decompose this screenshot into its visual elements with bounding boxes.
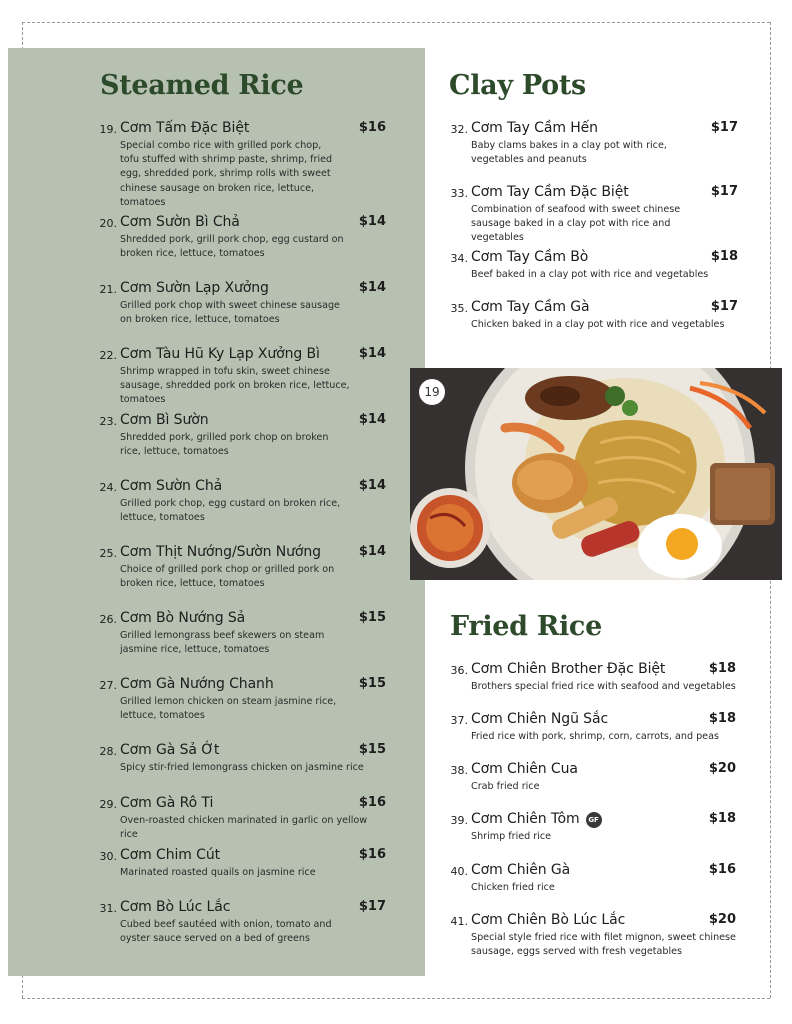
item-name: Cơm Chiên Bò Lúc Lắc <box>471 912 626 928</box>
item-price: $17 <box>710 299 738 314</box>
item-name: Cơm Chim Cút <box>120 847 220 863</box>
item-price: $17 <box>358 899 386 914</box>
item-number: 25. <box>99 547 117 560</box>
item-number: 27. <box>99 679 117 692</box>
item-name: Cơm Sườn Chả <box>120 478 223 494</box>
menu-item-25 <box>99 544 386 591</box>
item-name: Cơm Chiên Cua <box>471 761 578 777</box>
item-description: Grilled lemon chicken on steam jasmine rice, lettuce, tomatoes <box>120 696 337 722</box>
item-description: Combination of seafood with sweet chinese sausage baked in a clay pot with rice and vegetables <box>471 204 681 244</box>
menu-item-27 <box>99 676 386 723</box>
item-name: Cơm Bò Lúc Lắc <box>120 899 231 915</box>
item-description: Shredded pork, grilled pork chop on broken rice, lettuce, tomatoes <box>120 432 329 458</box>
menu-item-28 <box>99 742 386 775</box>
menu-item-23 <box>99 412 386 459</box>
item-number: 30. <box>99 850 117 863</box>
item-description: Grilled pork chop, egg custard on broken rice, lettuce, tomatoes <box>120 498 341 524</box>
section-title-steamed-rice: Steamed Rice <box>100 70 304 101</box>
item-number: 19. <box>99 123 117 136</box>
item-name: Cơm Gà Sả Ớt <box>120 742 220 758</box>
item-name: Cơm Thịt Nướng/Sườn Nướng <box>120 544 321 560</box>
item-description: Oven-roasted chicken marinated in garlic on yellow rice <box>120 815 368 841</box>
menu-item-38 <box>450 761 736 794</box>
item-description: Chicken fried rice <box>471 882 555 893</box>
gluten-free-badge: GF <box>586 812 602 828</box>
item-name-text: Cơm Chiên Tôm <box>471 811 580 827</box>
item-description: Chicken baked in a clay pot with rice and vegetables <box>471 319 725 330</box>
item-number: 37. <box>450 714 468 727</box>
item-price: $15 <box>358 676 386 691</box>
item-price: $16 <box>358 120 386 135</box>
item-name: Cơm Chiên Gà <box>471 862 571 878</box>
item-price: $15 <box>358 610 386 625</box>
item-price: $17 <box>710 184 738 199</box>
item-price: $20 <box>708 912 736 927</box>
section-title-clay-pots: Clay Pots <box>449 70 586 101</box>
item-name: Cơm Gà Rô Ti <box>120 795 214 811</box>
item-description: Crab fried rice <box>471 781 540 792</box>
item-number: 31. <box>99 902 117 915</box>
item-number: 40. <box>450 865 468 878</box>
item-number: 33. <box>450 187 468 200</box>
item-name: Cơm Chiên Ngũ Sắc <box>471 711 609 727</box>
item-price: $16 <box>358 847 386 862</box>
item-description: Shredded pork, grill pork chop, egg custard on broken rice, lettuce, tomatoes <box>120 234 344 260</box>
item-name: Cơm Tay Cầm Bò <box>471 249 589 265</box>
dashed-border-bottom <box>22 998 770 999</box>
item-number: 20. <box>99 217 117 230</box>
menu-item-37 <box>450 711 736 744</box>
item-price: $14 <box>358 478 386 493</box>
item-description: Grilled pork chop with sweet chinese sausage on broken rice, lettuce, tomatoes <box>120 300 340 326</box>
menu-item-33 <box>450 184 738 246</box>
item-price: $18 <box>708 811 736 826</box>
item-description: Special combo rice with grilled pork chop, tofu stuffed with shrimp paste, shrimp, fried egg, shredded pork, shrimp rolls with sweet chinese sausage on broken rice, lettuce, tomatoes <box>120 140 333 208</box>
item-description: Fried rice with pork, shrimp, corn, carrots, and peas <box>471 731 719 742</box>
item-number: 28. <box>99 745 117 758</box>
item-number: 26. <box>99 613 117 626</box>
item-price: $18 <box>710 249 738 264</box>
item-price: $17 <box>710 120 738 135</box>
menu-item-31 <box>99 899 386 946</box>
item-name: Cơm Tay Cầm Hến <box>471 120 598 136</box>
item-price: $14 <box>358 544 386 559</box>
item-price: $20 <box>708 761 736 776</box>
item-description: Special style fried rice with filet mignon, sweet chinese sausage, eggs served with fresh vegetables <box>471 932 736 958</box>
item-name: Cơm Sườn Bì Chả <box>120 214 240 230</box>
item-price: $14 <box>358 346 386 361</box>
menu-item-32 <box>450 120 738 167</box>
item-description: Shrimp fried rice <box>471 831 552 842</box>
dashed-border-top <box>22 22 770 23</box>
item-number: 41. <box>450 915 468 928</box>
item-name: Cơm Tay Cầm Gà <box>471 299 590 315</box>
menu-item-19 <box>99 120 386 210</box>
item-description: Cubed beef sautéed with onion, tomato and oyster sauce served on a bed of greens <box>120 919 332 945</box>
section-title-fried-rice: Fried Rice <box>450 611 602 642</box>
item-number: 32. <box>450 123 468 136</box>
item-description: Brothers special fried rice with seafood and vegetables <box>471 681 736 692</box>
item-price: $14 <box>358 280 386 295</box>
food-photo <box>410 368 782 580</box>
item-price: $15 <box>358 742 386 757</box>
item-name <box>471 811 602 828</box>
item-description: Shrimp wrapped in tofu skin, sweet chinese sausage, shredded pork on broken rice, lettuce, tomatoes <box>120 366 350 406</box>
item-number: 34. <box>450 252 468 265</box>
menu-item-34 <box>450 249 738 282</box>
menu-item-22 <box>99 346 386 408</box>
item-price: $16 <box>358 795 386 810</box>
item-description: Grilled lemongrass beef skewers on steam jasmine rice, lettuce, tomatoes <box>120 630 325 656</box>
item-number: 22. <box>99 349 117 362</box>
menu-item-30 <box>99 847 386 880</box>
item-number: 38. <box>450 764 468 777</box>
item-name: Cơm Tay Cầm Đặc Biệt <box>471 184 629 200</box>
item-number: 36. <box>450 664 468 677</box>
menu-item-41 <box>450 912 736 959</box>
photo-item-badge: 19 <box>419 379 445 405</box>
food-photo-illustration <box>410 368 782 580</box>
item-number: 35. <box>450 302 468 315</box>
item-description: Baby clams bakes in a clay pot with rice, vegetables and peanuts <box>471 140 667 166</box>
item-description: Choice of grilled pork chop or grilled pork on broken rice, lettuce, tomatoes <box>120 564 335 590</box>
item-description: Spicy stir-fried lemongrass chicken on jasmine rice <box>120 762 364 773</box>
item-price: $14 <box>358 214 386 229</box>
item-price: $18 <box>708 711 736 726</box>
item-number: 24. <box>99 481 117 494</box>
menu-item-21 <box>99 280 386 327</box>
item-name: Cơm Bò Nướng Sả <box>120 610 246 626</box>
menu-item-20 <box>99 214 386 261</box>
item-number: 29. <box>99 798 117 811</box>
menu-item-26 <box>99 610 386 657</box>
item-name: Cơm Chiên Brother Đặc Biệt <box>471 661 666 677</box>
item-name: Cơm Sườn Lạp Xưởng <box>120 280 269 296</box>
item-price: $14 <box>358 412 386 427</box>
item-price: $18 <box>708 661 736 676</box>
menu-item-39 <box>450 811 736 844</box>
item-description: Marinated roasted quails on jasmine rice <box>120 867 316 878</box>
item-number: 23. <box>99 415 117 428</box>
item-description: Beef baked in a clay pot with rice and vegetables <box>471 269 709 280</box>
item-number: 39. <box>450 814 468 827</box>
item-number: 21. <box>99 283 117 296</box>
item-name: Cơm Tấm Đặc Biệt <box>120 120 250 136</box>
menu-item-35 <box>450 299 738 332</box>
menu-item-29 <box>99 795 386 842</box>
menu-item-24 <box>99 478 386 525</box>
item-name: Cơm Bì Sườn <box>120 412 209 428</box>
item-price: $16 <box>708 862 736 877</box>
item-name: Cơm Tàu Hũ Ky Lạp Xưởng Bì <box>120 346 320 362</box>
menu-item-40 <box>450 862 736 895</box>
menu-item-36 <box>450 661 736 694</box>
item-name: Cơm Gà Nướng Chanh <box>120 676 274 692</box>
